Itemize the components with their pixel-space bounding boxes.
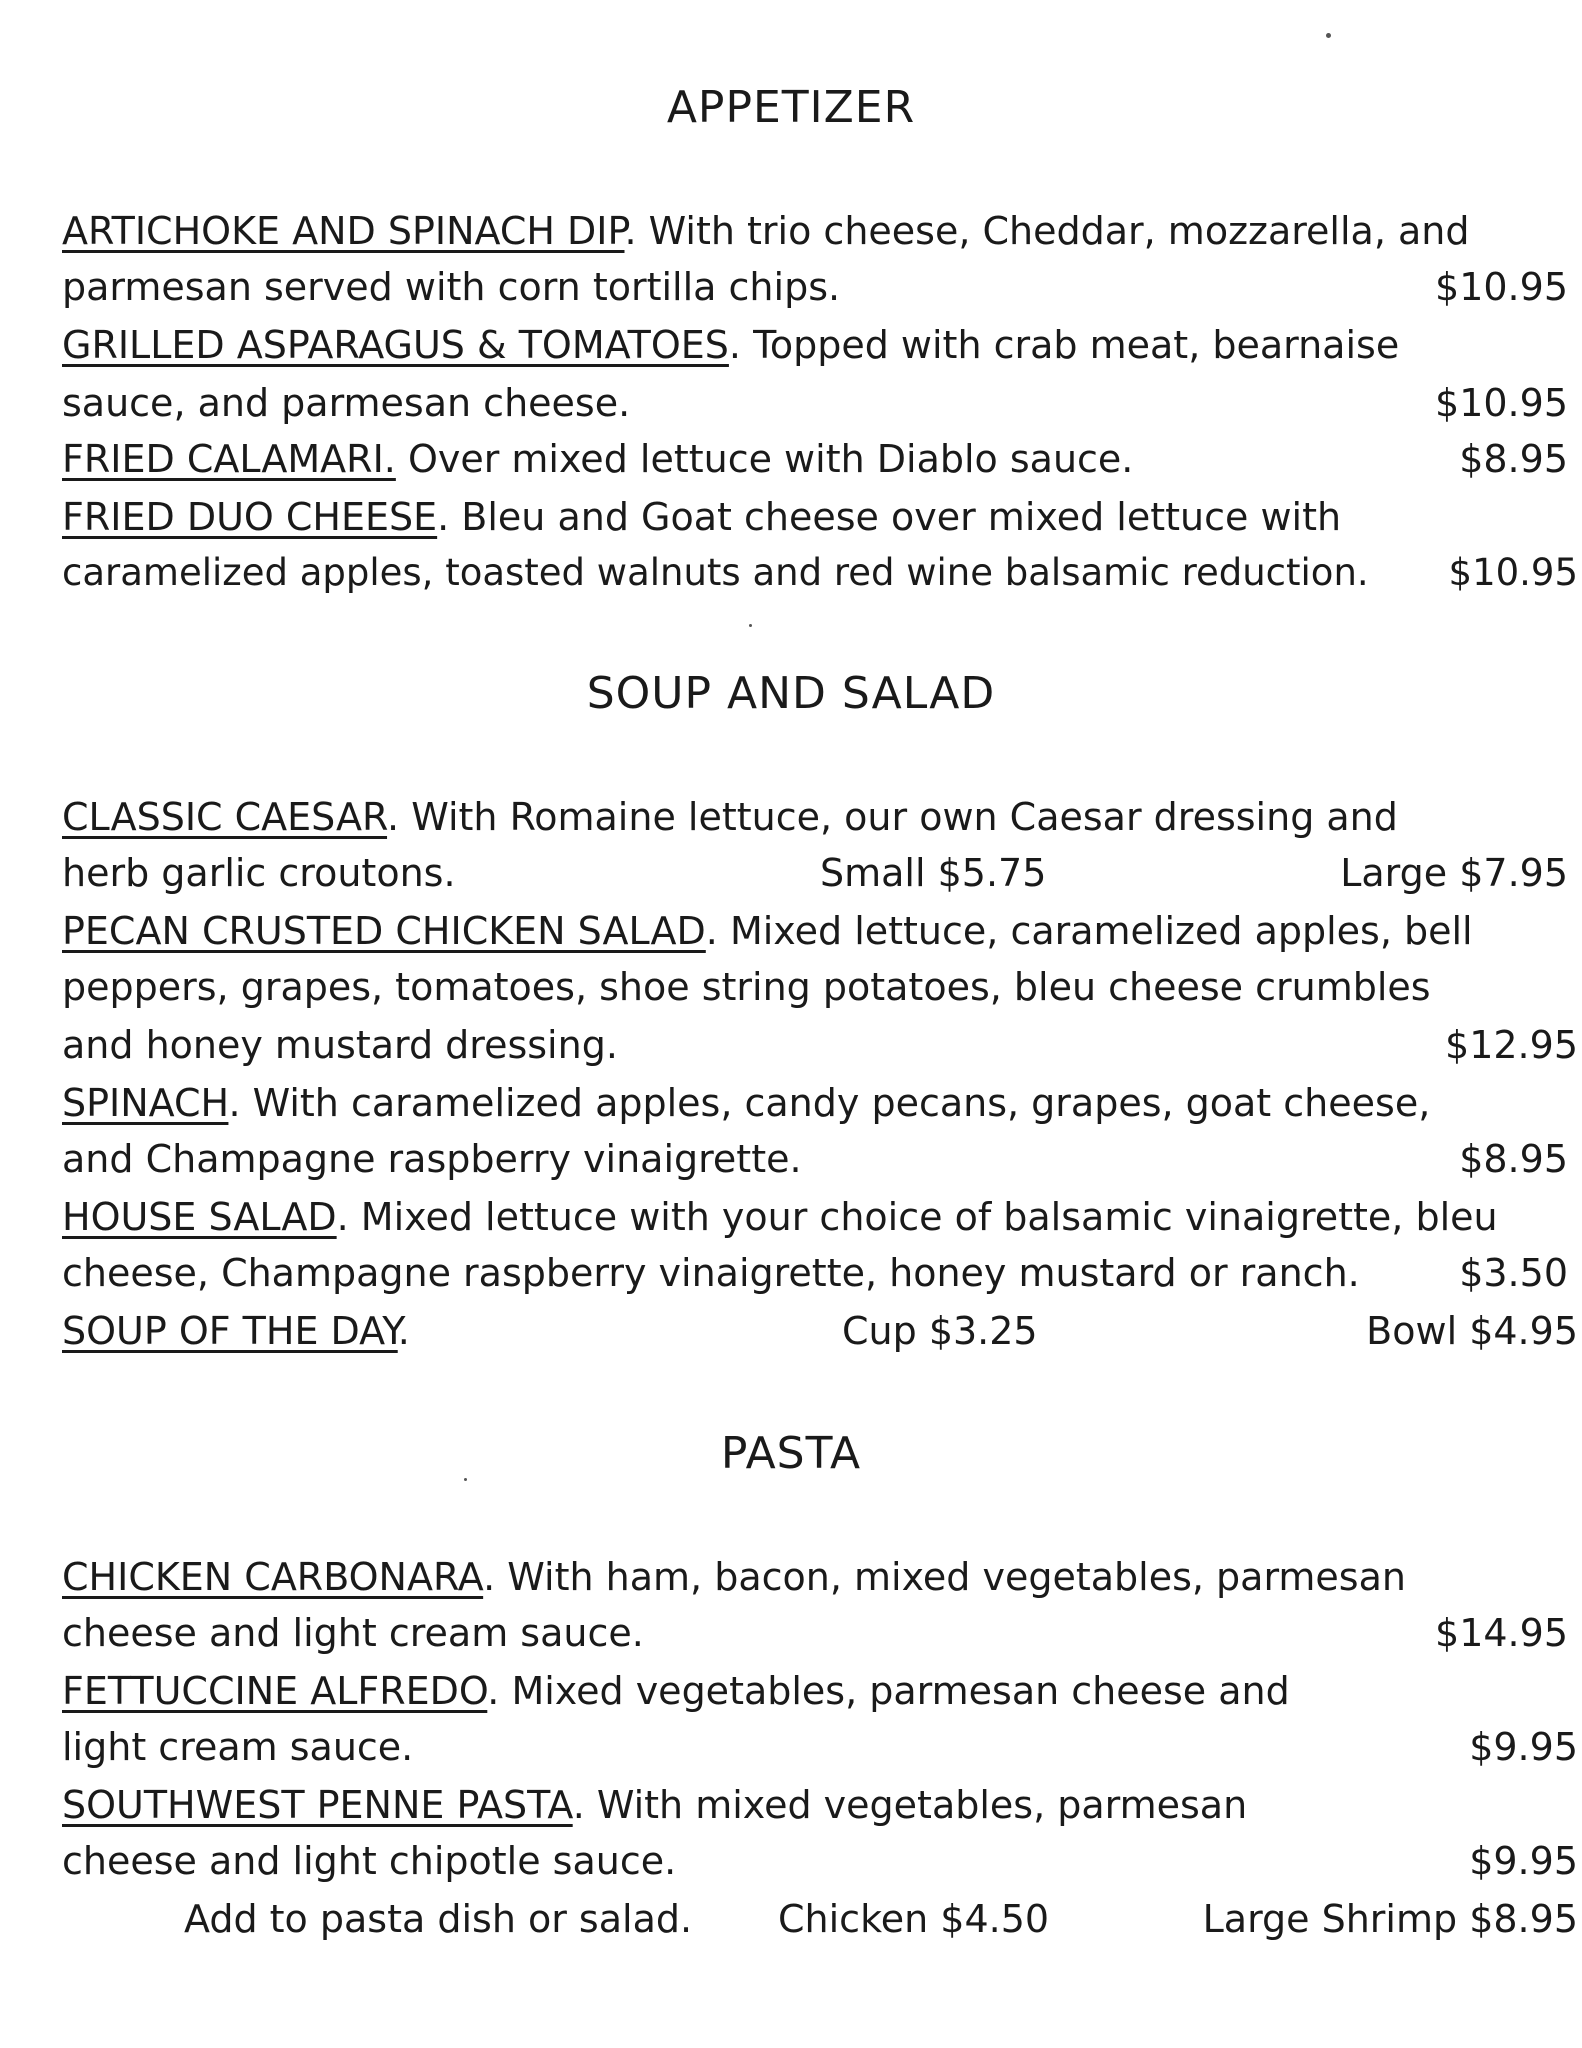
menu-item-classic-caesar <box>62 788 1582 846</box>
item-price: $9.95 <box>1469 1725 1578 1769</box>
section-heading-appetizer: APPETIZER <box>666 82 916 133</box>
scan-speck <box>749 624 752 627</box>
item-description: . Mixed vegetables, parmesan cheese and <box>487 1669 1290 1713</box>
item-description: caramelized apples, toasted walnuts and red wine balsamic reduction. <box>62 551 1369 594</box>
menu-item-pecan-chicken-salad-cont2 <box>62 1016 1582 1074</box>
item-name: HOUSE SALAD <box>62 1195 337 1239</box>
menu-item-chicken-carbonara-cont <box>62 1604 1582 1662</box>
item-description: . Topped with crab meat, bearnaise <box>728 323 1400 367</box>
item-name: CHICKEN CARBONARA <box>62 1555 484 1599</box>
item-description: . <box>397 1309 410 1353</box>
menu-item-soup-of-the-day <box>62 1302 1582 1360</box>
menu-item-fried-duo-cheese-cont <box>62 544 1582 602</box>
item-name: SOUP OF THE DAY <box>62 1309 398 1353</box>
item-description: parmesan served with corn tortilla chips. <box>62 265 841 309</box>
item-price: $8.95 <box>1459 1137 1568 1181</box>
section-heading-pasta: PASTA <box>720 1428 862 1479</box>
menu-item-spinach <box>62 1074 1582 1132</box>
menu-item-grilled-asparagus <box>62 316 1582 374</box>
menu-item-pecan-chicken-salad <box>62 902 1582 960</box>
item-price: $8.95 <box>1459 437 1568 481</box>
item-description: . With mixed vegetables, parmesan <box>572 1783 1248 1827</box>
menu-item-fried-duo-cheese <box>62 488 1582 546</box>
item-price-bowl: Bowl $4.95 <box>1366 1309 1578 1353</box>
item-description: and Champagne raspberry vinaigrette. <box>62 1137 802 1181</box>
item-price-large: Large $7.95 <box>1340 851 1568 895</box>
item-description: . With caramelized apples, candy pecans, grapes, goat cheese, <box>228 1081 1431 1125</box>
item-description: . Mixed lettuce with your choice of balsamic vinaigrette, bleu <box>336 1195 1498 1239</box>
item-price: $10.95 <box>1448 551 1578 594</box>
menu-item-pecan-chicken-salad-cont <box>62 958 1582 1016</box>
menu-item-southwest-penne-cont <box>62 1832 1582 1890</box>
menu-item-spinach-cont <box>62 1130 1582 1188</box>
item-description: . With ham, bacon, mixed vegetables, parmesan <box>483 1555 1406 1599</box>
item-price: $10.95 <box>1435 381 1568 425</box>
menu-item-fettuccine-alfredo-cont <box>62 1718 1582 1776</box>
menu-item-fettuccine-alfredo <box>62 1662 1582 1720</box>
item-name: FETTUCCINE ALFREDO <box>62 1669 488 1713</box>
item-description: . Mixed lettuce, caramelized apples, bell <box>705 909 1473 953</box>
item-description: cheese, Champagne raspberry vinaigrette, honey mustard or ranch. <box>62 1251 1360 1295</box>
item-name: GRILLED ASPARAGUS & TOMATOES <box>62 323 729 367</box>
menu-item-chicken-carbonara <box>62 1548 1582 1606</box>
item-price-cup: Cup $3.25 <box>842 1309 1038 1353</box>
addon-shrimp-price: Large Shrimp $8.95 <box>1202 1897 1578 1941</box>
item-description: . Bleu and Goat cheese over mixed lettuce with <box>437 495 1342 539</box>
item-name: FRIED CALAMARI. <box>62 437 396 481</box>
item-description: peppers, grapes, tomatoes, shoe string potatoes, bleu cheese crumbles <box>62 965 1431 1009</box>
item-name: PECAN CRUSTED CHICKEN SALAD <box>62 909 706 953</box>
item-description: sauce, and parmesan cheese. <box>62 381 631 425</box>
menu-item-artichoke-dip-cont <box>62 258 1582 316</box>
item-description: cheese and light chipotle sauce. <box>62 1839 677 1883</box>
item-description: and honey mustard dressing. <box>62 1023 618 1067</box>
item-price: $12.95 <box>1445 1023 1578 1067</box>
item-description: herb garlic croutons. <box>62 851 456 895</box>
menu-item-artichoke-dip <box>62 202 1582 260</box>
item-price: $14.95 <box>1435 1611 1568 1655</box>
item-description: light cream sauce. <box>62 1725 414 1769</box>
item-price: $10.95 <box>1435 265 1568 309</box>
item-description: Over mixed lettuce with Diablo sauce. <box>395 437 1134 481</box>
item-price-small: Small $5.75 <box>820 851 1047 895</box>
scan-speck <box>1326 33 1331 38</box>
addon-label: Add to pasta dish or salad. <box>184 1897 693 1941</box>
menu-item-fried-calamari <box>62 430 1582 488</box>
addon-chicken-price: Chicken $4.50 <box>778 1897 1050 1941</box>
menu-item-southwest-penne <box>62 1776 1582 1834</box>
item-name: ARTICHOKE AND SPINACH DIP <box>62 209 625 253</box>
menu-item-house-salad-cont <box>62 1244 1582 1302</box>
item-name: SOUTHWEST PENNE PASTA <box>62 1783 573 1827</box>
item-price: $3.50 <box>1459 1251 1568 1295</box>
pasta-addon-line <box>62 1890 1582 1948</box>
menu-item-classic-caesar-cont <box>62 844 1582 902</box>
item-name: CLASSIC CAESAR <box>62 795 388 839</box>
item-name: SPINACH <box>62 1081 229 1125</box>
menu-item-house-salad <box>62 1188 1582 1246</box>
item-description: cheese and light cream sauce. <box>62 1611 644 1655</box>
item-price: $9.95 <box>1469 1839 1578 1883</box>
item-description: . With Romaine lettuce, our own Caesar dressing and <box>387 795 1398 839</box>
item-name: FRIED DUO CHEESE <box>62 495 438 539</box>
item-description: . With trio cheese, Cheddar, mozzarella, and <box>624 209 1470 253</box>
menu-item-grilled-asparagus-cont <box>62 374 1582 432</box>
section-heading-soup-and-salad: SOUP AND SALAD <box>586 668 996 719</box>
